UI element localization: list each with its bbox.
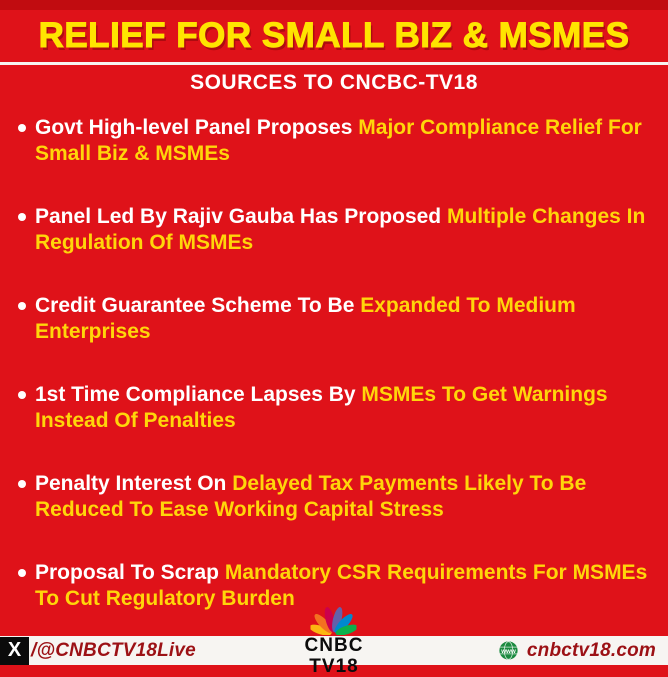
bullet-text-highlight: Major Compliance Relief For Small Biz & MSMEs (35, 116, 642, 165)
bullet-list (0, 101, 668, 612)
logo-text-tv18: TV18 (309, 656, 359, 677)
website-url: cnbctv18.com (526, 639, 656, 661)
cnbc-peacock-icon (311, 606, 357, 635)
bullet-text-white: Proposal To Scrap (35, 561, 219, 584)
list-item (18, 471, 648, 523)
list-item (18, 293, 648, 345)
globe-icon (499, 641, 518, 660)
sources-line: SOURCES TO CNCBC-TV18 (190, 71, 478, 94)
bullet-text-highlight: Delayed Tax Payments Likely To Be Reduced To Ease Working Capital Stress (35, 472, 587, 521)
bullet-text-white: Credit Guarantee Scheme To Be (35, 294, 355, 317)
page-title: RELIEF FOR SMALL BIZ & MSMES (38, 16, 630, 55)
bullet-text-white: Panel Led By Rajiv Gauba Has Proposed (35, 205, 442, 228)
list-item (18, 115, 648, 167)
svg-text:www: www (501, 647, 516, 655)
cnbc-tv18-logo (305, 606, 364, 676)
bullet-text-highlight: Expanded To Medium Enterprises (35, 294, 576, 343)
top-strip (0, 0, 668, 10)
list-item (18, 560, 648, 612)
list-item (18, 204, 648, 256)
footer-left (0, 636, 196, 665)
x-twitter-icon: X (0, 637, 29, 665)
bullet-text-white: Govt High-level Panel Proposes (35, 116, 353, 139)
list-item (18, 382, 648, 434)
footer-right (499, 640, 668, 662)
bullet-text-white: 1st Time Compliance Lapses By (35, 383, 356, 406)
logo-text-cnbc: CNBC (304, 635, 364, 656)
bullet-text-highlight: Mandatory CSR Requirements For MSMEs To Cut Regulatory Burden (35, 561, 648, 610)
bullet-text-white: Penalty Interest On (35, 472, 227, 495)
bullet-text-highlight: Multiple Changes In Regulation Of MSMEs (35, 205, 646, 254)
twitter-handle: /@CNBCTV18Live (31, 639, 196, 661)
bullet-text-highlight: MSMEs To Get Warnings Instead Of Penalties (35, 383, 608, 432)
